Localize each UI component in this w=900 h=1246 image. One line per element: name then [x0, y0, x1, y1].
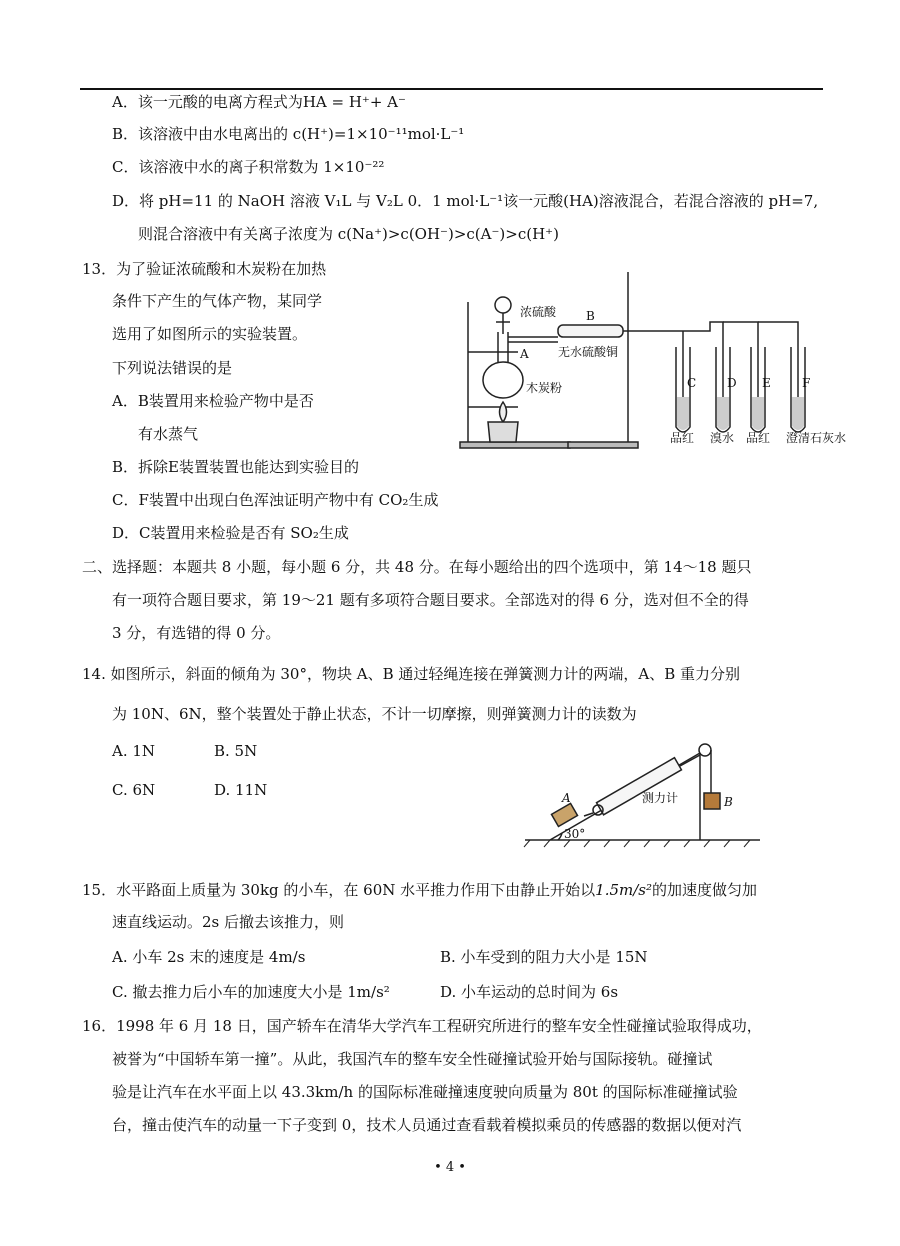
q14-stem-1: 14. 如图所示，斜面的倾角为 30°，物块 A、B 通过轻绳连接在弹簧测力计的两端，A、B 重力分别 — [82, 665, 740, 683]
tube-e-reagent: 品红 — [746, 431, 771, 445]
tube-e-letter: E — [762, 376, 771, 390]
q13-stem-4: 下列说法错误的是 — [112, 359, 233, 377]
q14-stem-2: 为 10N、6N，整个装置处于静止状态，不计一切摩擦，则弹簧测力计的读数为 — [112, 705, 637, 723]
section2-line-3: 3 分，有选错的得 0 分。 — [112, 624, 281, 642]
q14-incline-figure — [520, 738, 765, 850]
q13-stem-3: 选用了如图所示的实验装置。 — [112, 325, 308, 343]
q15-accel: 1.5m/s² — [595, 881, 652, 899]
tube-d-letter: D — [727, 376, 737, 390]
q13-apparatus-figure — [458, 262, 858, 457]
section2-line-1: 二、选择题：本题共 8 小题，每小题 6 分，共 48 分。在每小题给出的四个选项中，第 14～18 题只 — [82, 558, 752, 576]
label-block-b: B — [724, 795, 733, 809]
q15-stem-post: 的加速度做匀加 — [652, 881, 758, 899]
q16-line-1: 16．1998 年 6 月 18 日，国产轿车在清华大学汽车工程研究所进行的整车安全性碰撞试验取得成功， — [82, 1017, 762, 1035]
q13-option-d: D．C装置用来检验是否有 SO₂生成 — [112, 524, 349, 542]
q14-option-c: C. 6N — [112, 781, 156, 799]
q14-option-d: D. 11N — [214, 781, 268, 799]
label-block-a: A — [562, 791, 571, 805]
q16-line-2: 被誉为“中国轿车第一撞”。从此，我国汽车的整车安全性碰撞试验开始与国际接轨。碰撞试 — [112, 1050, 713, 1068]
label-anhydrous: 无水硫酸铜 — [558, 345, 619, 359]
section2-line-2: 有一项符合题目要求，第 19～21 题有多项符合题目要求。全部选对的得 6 分，选对但不全的得 — [112, 591, 749, 609]
q13-option-a-cont: 有水蒸气 — [138, 425, 199, 443]
q12-option-d-cont: 则混合溶液中有关离子浓度为 c(Na⁺)>c(OH⁻)>c(A⁻)>c(H⁺) — [138, 225, 559, 243]
q13-stem-2: 条件下产生的气体产物，某同学 — [112, 292, 323, 310]
q15-option-c: C. 撤去推力后小车的加速度大小是 1m/s² — [112, 983, 390, 1001]
q12-option-b: B．该溶液中由水电离出的 c(H⁺)=1×10⁻¹¹mol·L⁻¹ — [112, 125, 465, 143]
q15-option-a: A. 小车 2s 末的速度是 4m/s — [112, 948, 306, 966]
q13-stem-1: 13．为了验证浓硫酸和木炭粉在加热 — [82, 260, 327, 278]
q14-option-a: A. 1N — [112, 742, 156, 760]
tube-d-reagent: 溴水 — [710, 431, 735, 445]
q13-option-b: B．拆除E装置装置也能达到实验目的 — [112, 458, 359, 476]
q15-option-d: D. 小车运动的总时间为 6s — [440, 983, 619, 1001]
label-conc-acid: 浓硫酸 — [520, 305, 557, 319]
header-rule — [80, 88, 823, 90]
tube-c-letter: C — [687, 376, 697, 390]
tube-f-letter: F — [802, 376, 811, 390]
label-a: A — [520, 347, 529, 361]
label-angle: 30° — [564, 827, 586, 841]
tube-c-reagent: 品红 — [670, 431, 695, 445]
q16-line-3: 验是让汽车在水平面上以 43.3km/h 的国际标准碰撞速度驶向质量为 80t 的国际标准碰撞试验 — [112, 1083, 738, 1101]
q15-option-b: B. 小车受到的阻力大小是 15N — [440, 948, 648, 966]
label-b: B — [586, 309, 595, 323]
q15-stem-pre: 15．水平路面上质量为 30kg 的小车，在 60N 水平推力作用下由静止开始以 — [82, 881, 596, 899]
q12-option-a: A．该一元酸的电离方程式为HA = H⁺+ A⁻ — [112, 93, 406, 111]
q16-line-4: 台，撞击使汽车的动量一下子变到 0，技术人员通过查看载着模拟乘员的传感器的数据以便对汽 — [112, 1116, 742, 1134]
q15-stem-1 — [82, 880, 757, 900]
label-charcoal: 木炭粉 — [526, 381, 563, 395]
q14-option-b: B. 5N — [214, 742, 258, 760]
q15-stem-2: 速直线运动。2s 后撤去该推力，则 — [112, 913, 345, 931]
q13-option-a: A．B装置用来检验产物中是否 — [112, 392, 314, 410]
q12-option-c: C．该溶液中水的离子积常数为 1×10⁻²² — [112, 158, 385, 176]
tube-f-reagent: 澄清石灰水 — [786, 431, 847, 445]
label-gauge: 测力计 — [642, 791, 679, 805]
page-number: • 4 • — [434, 1160, 466, 1175]
q12-option-d: D．将 pH=11 的 NaOH 溶液 V₁L 与 V₂L 0．1 mol·L⁻¹该一元酸(HA)溶液混合，若混合溶液的 pH=7, — [112, 192, 819, 210]
q13-option-c: C．F装置中出现白色浑浊证明产物中有 CO₂生成 — [112, 491, 439, 509]
